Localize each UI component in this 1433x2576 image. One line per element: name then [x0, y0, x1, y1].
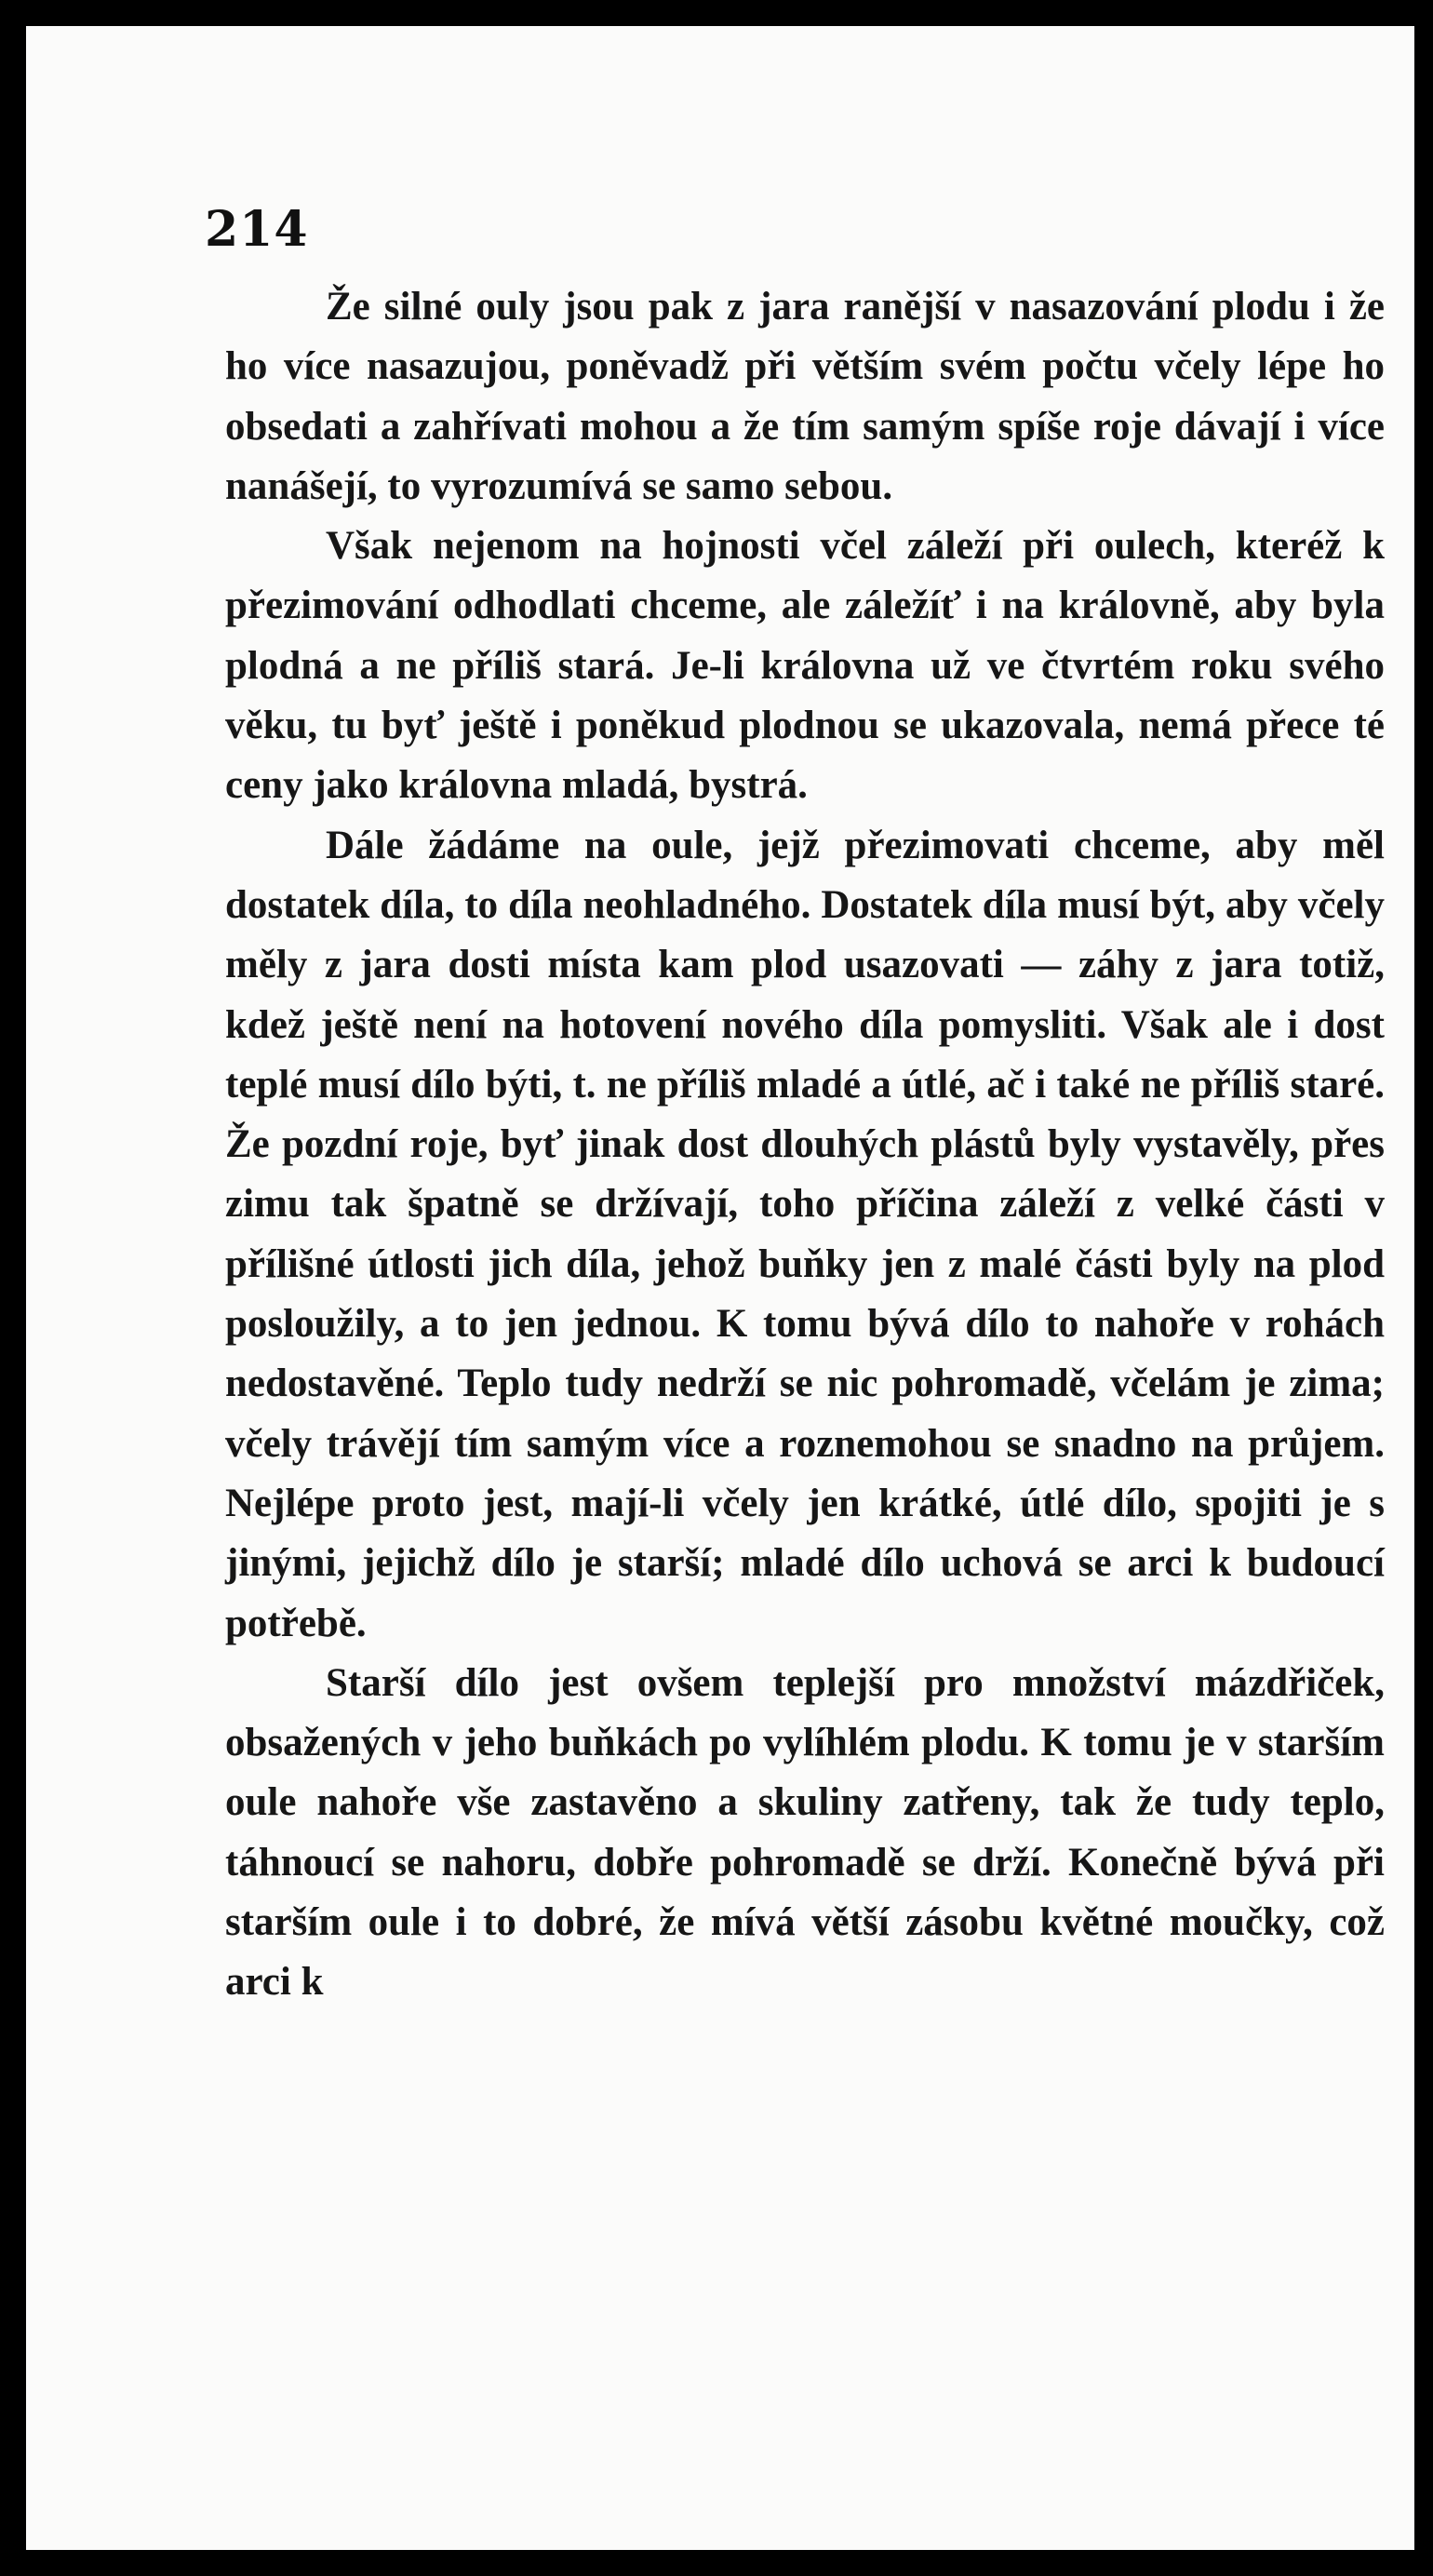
- paragraph-2: Však nejenom na hojnosti včel záleží při oulech, kteréž k přezimování odhodlati chceme, ale záležíť i na královně, aby byla plodná a ne příliš stará. Je-li královna už ve čtvrtém roku svého věku, tu byť ještě i poněkud plodnou se ukazovala, nemá přece té ceny jako královna mladá, bystrá.: [225, 524, 1385, 808]
- paragraph-3: Dále žádáme na oule, jejž přezimovati chceme, aby měl dostatek díla, to díla neohladného. Dostatek díla musí být, aby včely měly z jara dosti místa kam plod usazovati — záhy z jara totiž, kdež ještě není na hotovení nového díla pomysliti. Však ale i dost teplé musí dílo býti, t. ne příliš mladé a útlé, ač i také ne příliš staré. Že pozdní roje, byť jinak dost dlouhých plástů byly vystavěly, přes zimu tak špatně se držívají, toho příčina záleží z velké části v přílišné útlosti jich díla, jehož buňky jen z malé části byly na plod posloužily, a to jen jednou. K tomu bývá dílo to nahoře v rohách nedostavěné. Teplo tudy nedrží se nic pohromadě, včelám je zima; včely trávějí tím samým více a roznemohou se snadno na průjem. Nejlépe proto jest, mají-li včely jen krátké, útlé dílo, spojiti je s jinými, jejichž dílo je starší; mladé dílo uchová se arci k budoucí potřebě.: [225, 823, 1385, 1645]
- book-page: [26, 26, 1414, 2550]
- body-text: [225, 277, 1385, 2013]
- paragraph-1: Že silné ouly jsou pak z jara ranější v nasazování plodu i že ho více nasazujou, poněvadž při větším svém počtu včely lépe ho obsedati a zahřívati mohou a že tím samým spíše roje dávají i více nanášejí, to vyrozumívá se samo sebou.: [225, 285, 1385, 508]
- paragraph-4: Starší dílo jest ovšem teplejší pro množství mázdřiček, obsažených v jeho buňkách po vylíhlém plodu. K tomu je v starším oule nahoře vše zastavěno a skuliny zatřeny, tak že tudy teplo, táhnoucí se nahoru, dobře pohromadě se drží. Konečně bývá při starším oule i to dobré, že mívá větší zásobu květné moučky, což arci k: [225, 1660, 1385, 2005]
- page-number: 214: [205, 201, 309, 258]
